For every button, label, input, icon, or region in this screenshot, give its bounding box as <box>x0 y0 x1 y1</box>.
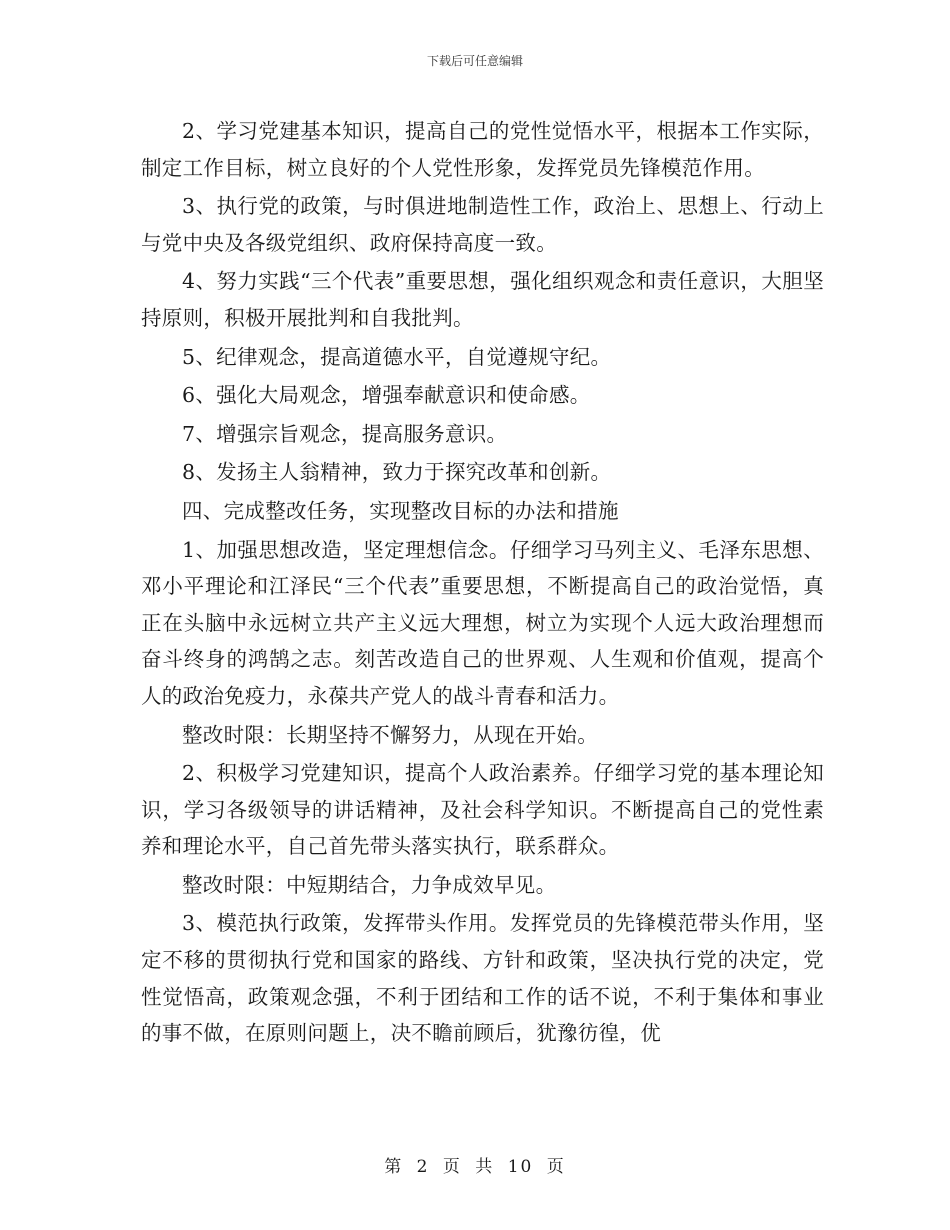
paragraph: 8、发扬主人翁精神，致力于探究改革和创新。 <box>182 460 612 485</box>
paragraph: 4、努力实践“三个代表”重要思想，强化组织观念和责任意识，大胆坚持原则，积极开展批判和自我批判。 <box>141 269 824 330</box>
paragraph: 7、增强宗旨观念，提高服务意识。 <box>182 421 508 446</box>
section-heading: 四、完成整改任务，实现整改目标的办法和措施 <box>182 498 619 523</box>
paragraph: 2、学习党建基本知识，提高自己的党性觉悟水平，根据本工作实际，制定工作目标，树立良好的个人党性形象，发挥党员先锋模范作用。 <box>141 119 824 180</box>
page-header-note: 下载后可任意编辑 <box>426 54 523 68</box>
paragraph: 1、加强思想改造，坚定理想信念。仔细学习马列主义、毛泽东思想、邓小平理论和江泽民“三个代表”重要思想，不断提高自己的政治觉悟，真正在头脑中永远树立共产主义远大理想，树立为实现个人远大政治理想而奋斗终身的鸿鹄之志。刻苦改造自己的世界观、人生观和价值观，提高个人的政治免疫力，永葆共产党人的战斗青春和活力。 <box>141 537 824 708</box>
paragraph: 5、纪律观念，提高道德水平，自觉遵规守纪。 <box>182 344 612 369</box>
paragraph: 3、模范执行政策，发挥带头作用。发挥党员的先锋模范带头作用，坚定不移的贯彻执行党和国家的路线、方针和政策，坚决执行党的决定，党性觉悟高，政策观念强，不利于团结和工作的话不说，不利于集体和事业的事不做，在原则问题上，决不瞻前顾后，犹豫彷徨，优 <box>141 911 824 1046</box>
paragraph: 3、执行党的政策，与时俱进地制造性工作，政治上、思想上、行动上与党中央及各级党组织、政府保持高度一致。 <box>141 194 824 255</box>
deadline-note: 整改时限：长期坚持不懈努力，从现在开始。 <box>182 722 598 747</box>
paragraph: 6、强化大局观念，增强奉献意识和使命感。 <box>182 383 591 408</box>
paragraph: 2、积极学习党建知识，提高个人政治素养。仔细学习党的基本理论知识，学习各级领导的讲话精神，及社会科学知识。不断提高自己的党性素养和理论水平，自己首先带头落实执行，联系群众。 <box>141 761 824 859</box>
deadline-note: 整改时限：中短期结合，力争成效早见。 <box>182 872 557 897</box>
document-body <box>141 113 824 1054</box>
page-number: 第 2 页 共 10 页 <box>384 1157 566 1177</box>
